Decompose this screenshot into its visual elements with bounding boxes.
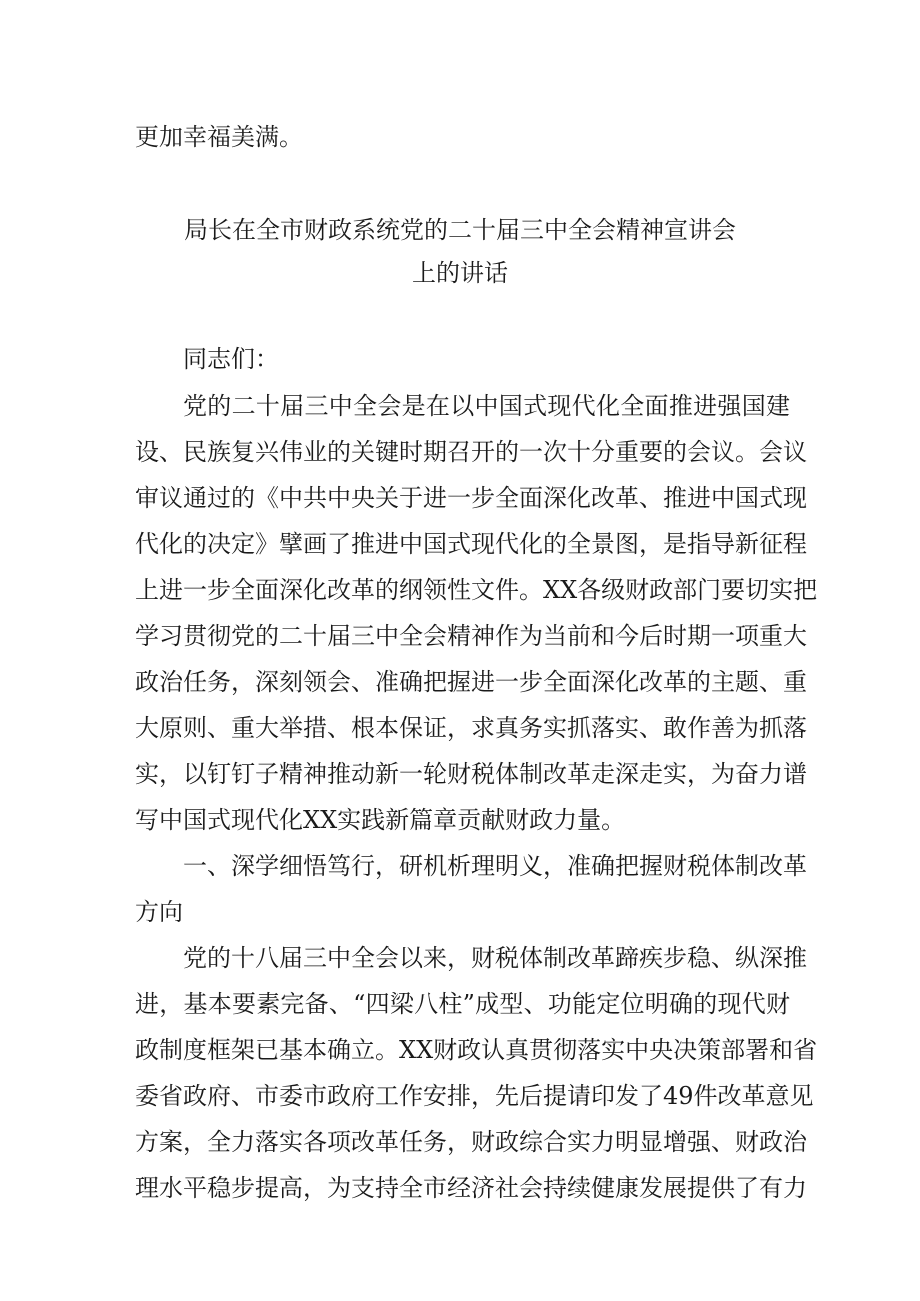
paragraph-line: 写中国式现代化XX实践新篇章贡献财政力量。	[135, 806, 626, 834]
paragraph-line: 大原则、重大举措、根本保证，求真务实抓落实、敢作善为抓落	[135, 714, 807, 742]
section-heading-line-1: 一、深学细悟笃行，研机析理明义，准确把握财税体制改革	[183, 852, 807, 880]
paragraph-line: 上进一步全面深化改革的纲领性文件。XX各级财政部门要切实把	[135, 576, 818, 604]
paragraph-line: 进，基本要素完备、“四梁八柱”成型、功能定位明确的现代财	[135, 990, 790, 1018]
paragraph-line: 理水平稳步提高，为支持全市经济社会持续健康发展提供了有力	[135, 1174, 807, 1202]
paragraph-line: 方案，全力落实各项改革任务，财政综合实力明显增强、财政治	[135, 1128, 807, 1156]
paragraph-line: 学习贯彻党的二十届三中全会精神作为当前和今后时期一项重大	[135, 622, 807, 650]
paragraph-line: 政治任务，深刻领会、准确把握进一步全面深化改革的主题、重	[135, 668, 807, 696]
salutation: 同志们：	[183, 345, 279, 373]
paragraph-line: 党的十八届三中全会以来，财税体制改革蹄疾步稳、纵深推	[183, 944, 807, 972]
previous-paragraph-tail: 更加幸福美满。	[135, 123, 303, 151]
speech-title-line-1: 局长在全市财政系统党的二十届三中全会精神宣讲会	[184, 216, 736, 244]
paragraph-line: 实，以钉钉子精神推动新一轮财税体制改革走深走实，为奋力谱	[135, 760, 807, 788]
section-heading-line-2: 方向	[135, 898, 183, 926]
speech-title-line-2: 上的讲话	[412, 259, 508, 287]
paragraph-line: 设、民族复兴伟业的关键时期召开的一次十分重要的会议。会议	[135, 438, 807, 466]
paragraph-line: 代化的决定》擘画了推进中国式现代化的全景图，是指导新征程	[135, 530, 807, 558]
paragraph-line: 审议通过的《中共中央关于进一步全面深化改革、推进中国式现	[135, 484, 807, 512]
paragraph-line: 委省政府、市委市政府工作安排，先后提请印发了49件改革意见	[135, 1082, 814, 1110]
paragraph-line: 政制度框架已基本确立。XX财政认真贯彻落实中央决策部署和省	[135, 1036, 818, 1064]
paragraph-line: 党的二十届三中全会是在以中国式现代化全面推进强国建	[183, 392, 790, 420]
